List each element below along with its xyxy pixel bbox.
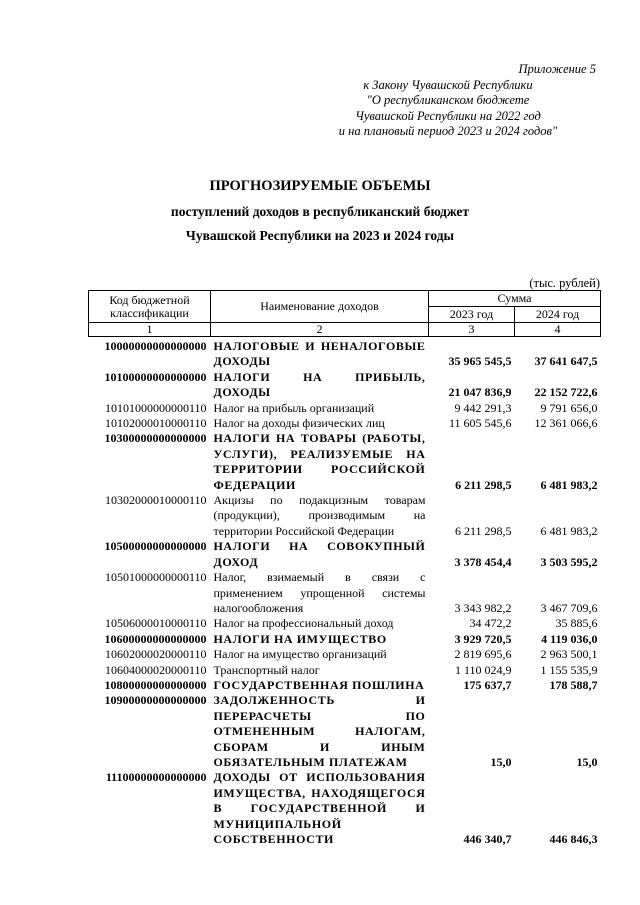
document-title <box>0 176 640 248</box>
table-row <box>89 416 601 431</box>
row-code: 10100000000000000 <box>104 369 207 384</box>
header-col-number: 3 <box>429 323 515 337</box>
row-code: 11100000000000000 <box>105 770 207 785</box>
row-value-2023: 1 110 024,9 <box>454 662 512 677</box>
row-name: НАЛОГИ НА СОВОКУПНЫЙ ДОХОД <box>213 539 426 569</box>
row-name: ЗАДОЛЖЕННОСТЬ И ПЕРЕРАСЧЕТЫ ПО ОТМЕНЕННЫМ НАЛОГАМ, СБОРАМ И ИНЫМ ОБЯЗАТЕЛЬНЫМ ПЛАТЕЖАМ <box>213 693 426 769</box>
row-code: 10302000010000110 <box>104 493 207 508</box>
table-row <box>89 539 601 570</box>
row-value-2024: 6 481 983,2 <box>540 523 598 538</box>
header-col-number: 4 <box>515 323 601 337</box>
row-value-2023: 446 340,7 <box>463 832 512 846</box>
row-value-2024: 35 885,6 <box>555 616 598 631</box>
header-sum: Сумма <box>429 291 601 307</box>
appendix-line: "О республиканском бюджете <box>366 93 530 107</box>
row-value-2024: 37 641 647,5 <box>534 354 598 369</box>
row-name: Налог, взимаемый в связи с применением упрощенной системы налогообложения <box>213 570 426 615</box>
table-row <box>89 770 601 847</box>
row-code: 10102000010000110 <box>104 416 207 431</box>
row-value-2023: 2 819 695,6 <box>454 647 512 662</box>
row-value-2023: 15,0 <box>490 754 512 769</box>
header-name: Наименование доходов <box>211 291 429 323</box>
row-value-2023: 175 637,7 <box>463 677 512 692</box>
header-year-2024: 2024 год <box>515 307 601 323</box>
table-body <box>89 337 601 848</box>
table-row <box>89 647 601 662</box>
title-line-3: Чувашской Республики на 2023 и 2024 годы <box>185 228 455 243</box>
table-row <box>89 678 601 693</box>
row-name: НАЛОГИ НА ТОВАРЫ (РАБОТЫ, УСЛУГИ), РЕАЛИЗУЕМЫЕ НА ТЕРРИТОРИИ РОССИЙСКОЙ ФЕДЕРАЦИИ <box>213 431 426 492</box>
row-value-2024: 15,0 <box>576 754 598 769</box>
row-value-2024: 178 588,7 <box>549 677 598 692</box>
header-col-number: 1 <box>89 323 211 337</box>
row-value-2024: 6 481 983,2 <box>540 477 598 492</box>
row-name: НАЛОГИ НА ПРИБЫЛЬ, ДОХОДЫ <box>213 369 426 400</box>
table-row <box>89 431 601 493</box>
row-name: ГОСУДАРСТВЕННАЯ ПОШЛИНА <box>213 677 425 692</box>
row-value-2024: 22 152 722,6 <box>534 385 598 400</box>
row-value-2023: 6 211 298,5 <box>454 523 512 538</box>
row-name: НАЛОГИ НА ИМУЩЕСТВО <box>213 631 387 646</box>
row-value-2023: 35 965 545,5 <box>448 354 512 369</box>
row-name: Налог на доходы физических лиц <box>213 416 385 431</box>
table-row <box>89 570 601 616</box>
appendix-note <box>298 62 598 140</box>
appendix-line: Приложение 5 <box>518 62 596 76</box>
row-value-2024: 3 467 709,6 <box>540 600 598 615</box>
title-line-2: поступлений доходов в республиканский бюджет <box>170 204 470 219</box>
row-value-2023: 9 442 291,3 <box>454 400 512 415</box>
row-code: 10604000020000110 <box>104 662 207 677</box>
header-code: Код бюджетной классификации <box>89 291 211 323</box>
row-code: 10600000000000000 <box>104 631 207 646</box>
table-row <box>89 616 601 631</box>
row-code: 10900000000000000 <box>104 693 207 708</box>
row-name: Акцизы по подакцизным товарам (продукции), производимым на территории Российской Федерации <box>213 493 426 538</box>
table-row <box>89 337 601 370</box>
row-name: НАЛОГОВЫЕ И НЕНАЛОГОВЫЕ ДОХОДЫ <box>213 339 426 369</box>
row-value-2023: 3 929 720,5 <box>454 631 512 646</box>
table-row <box>89 401 601 416</box>
appendix-line: к Закону Чувашской Республики <box>363 77 533 92</box>
row-name: Налог на имущество организаций <box>213 647 387 662</box>
appendix-line: и на плановый период 2023 и 2024 годов" <box>338 124 558 138</box>
row-value-2024: 4 119 036,0 <box>541 631 598 646</box>
row-code: 10500000000000000 <box>104 539 207 554</box>
row-value-2023: 3 378 454,4 <box>454 554 512 569</box>
header-col-number: 2 <box>211 323 429 337</box>
row-value-2024: 9 791 656,0 <box>540 400 598 415</box>
table-row <box>89 663 601 678</box>
row-name: Транспортный налог <box>213 662 320 677</box>
row-value-2023: 34 472,2 <box>469 616 512 631</box>
row-code: 10506000010000110 <box>104 616 207 631</box>
row-code: 10101000000000110 <box>104 400 207 415</box>
row-code: 10602000020000110 <box>104 647 207 662</box>
row-value-2024: 1 155 535,9 <box>540 662 598 677</box>
row-code: 10501000000000110 <box>104 570 207 585</box>
row-value-2023: 6 211 298,5 <box>455 477 512 492</box>
row-value-2023: 21 047 836,9 <box>448 385 512 400</box>
revenue-table <box>88 290 601 847</box>
header-year-2023: 2023 год <box>429 307 515 323</box>
table-row <box>89 632 601 647</box>
row-value-2023: 3 343 982,2 <box>454 600 512 615</box>
table-row <box>89 693 601 770</box>
row-code: 10000000000000000 <box>104 339 207 353</box>
row-code: 10800000000000000 <box>104 677 207 692</box>
row-name: ДОХОДЫ ОТ ИСПОЛЬЗОВАНИЯ ИМУЩЕСТВА, НАХОДЯЩЕГОСЯ В ГОСУДАРСТВЕННОЙ И МУНИЦИПАЛЬНОЙ СОБСТВЕННОСТИ <box>213 770 426 846</box>
table-row <box>89 493 601 539</box>
row-value-2024: 12 361 066,6 <box>534 416 598 431</box>
row-name: Налог на профессиональный доход <box>213 616 394 631</box>
row-value-2024: 2 963 500,1 <box>540 647 598 662</box>
units-label: (тыс. рублей) <box>529 276 600 290</box>
row-name: Налог на прибыль организаций <box>213 400 375 415</box>
table-header <box>89 291 601 337</box>
row-value-2024: 446 846,3 <box>549 832 598 846</box>
appendix-line: Чувашской Республики на 2022 год <box>355 108 541 123</box>
row-value-2023: 11 605 545,6 <box>448 416 512 431</box>
row-code: 10300000000000000 <box>104 431 207 446</box>
row-value-2024: 3 503 595,2 <box>540 554 598 569</box>
title-line-1: ПРОГНОЗИРУЕМЫЕ ОБЪЕМЫ <box>209 178 431 194</box>
table-row <box>89 370 601 401</box>
